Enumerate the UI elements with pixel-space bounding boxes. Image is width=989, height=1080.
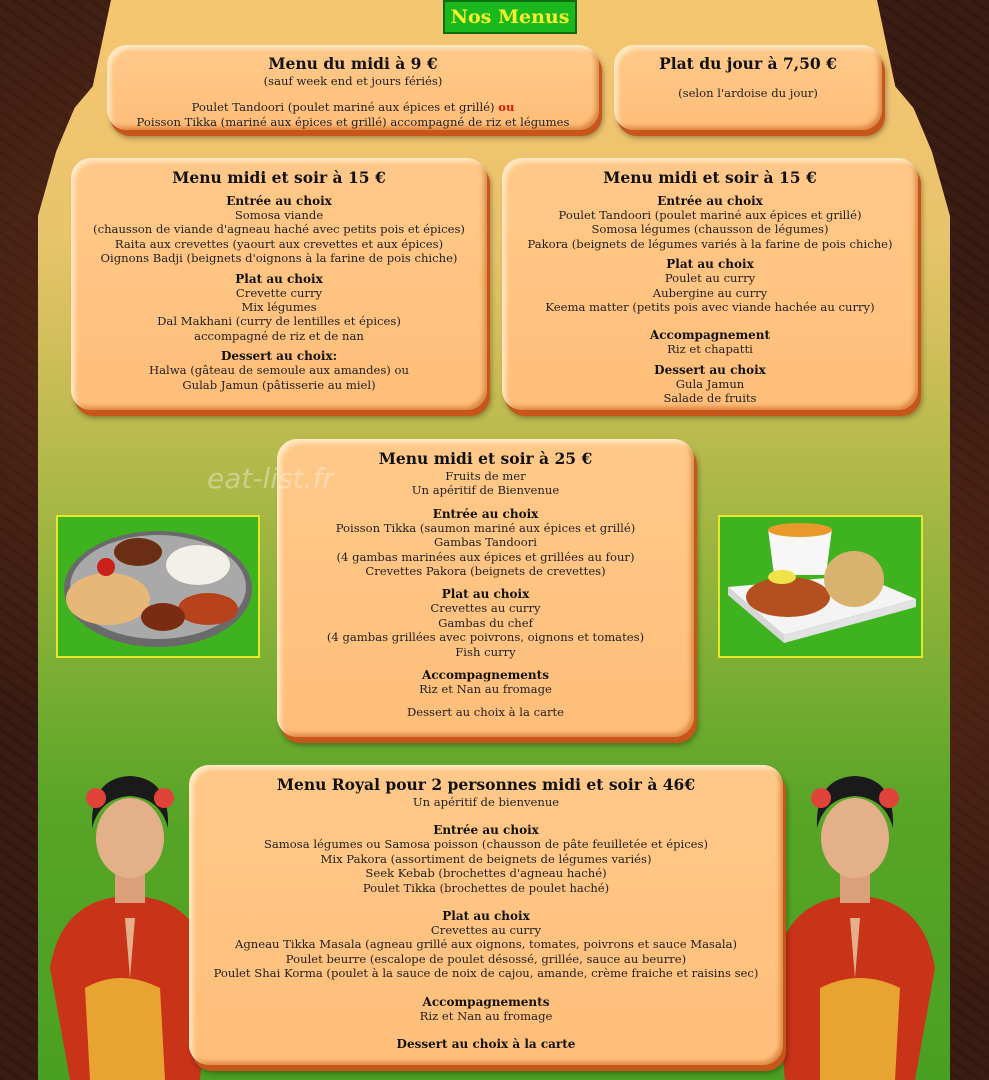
menu25-intro-item: Fruits de mer (445, 469, 526, 483)
royal-plat-item: Poulet beurre (escalope de poulet désossé, grillée, sauce au beurre) (285, 951, 687, 966)
menu15b-acc-title: Accompagnement (649, 328, 771, 343)
royal-acc-item: Riz et Nan au fromage (419, 1008, 553, 1023)
royal-plat-item: Poulet Shai Korma (poulet à la sauce de noix de cajou, amande, crème fraiche et raisins sec) (213, 966, 759, 981)
menu15b-plat-title: Plat au choix (666, 257, 754, 272)
menu15b-acc-item: Riz et chapatti (667, 342, 753, 357)
menu-midi-line1: Poulet Tandoori (poulet mariné aux épices et grillé) (191, 100, 495, 115)
curry-dish-icon (720, 517, 921, 656)
royal-plat-item: Agneau Tikka Masala (agneau grillé aux oignons, tomates, poivrons et sauce Masala) (234, 937, 738, 952)
card-menu-midi (107, 45, 599, 130)
menu15a-plat-item: Dal Makhani (curry de lentilles et épices) (157, 314, 401, 329)
royal-entree-item: Mix Pakora (assortiment de beignets de légumes variés) (320, 851, 652, 866)
card-plat-du-jour (614, 45, 882, 130)
menu15b-dessert-item: Salade de fruits (663, 391, 757, 406)
menu15a-plat-item: accompagné de riz et de nan (194, 328, 364, 343)
dancer-right-illustration (765, 768, 955, 1080)
menu15b-entree-item: Pakora (beignets de légumes variés à la farine de pois chiche) (527, 236, 893, 251)
menu15b-dessert-item: Gula Jamun (675, 376, 745, 391)
royal-heading: Menu Royal pour 2 personnes midi et soir à 46€ (276, 775, 696, 794)
thali-photo (56, 515, 260, 658)
menu25-entree-title: Entrée au choix (432, 506, 539, 521)
menu-midi-line2: Poisson Tikka (mariné aux épices et grillé) accompagné de riz et légumes (136, 114, 570, 129)
menu15b-entree-item: Somosa légumes (chausson de légumes) (591, 222, 829, 237)
menu25-entree-item: (4 gambas marinées aux épices et grillées au four) (336, 549, 635, 564)
royal-plat-title: Plat au choix (442, 909, 530, 924)
menu15a-plat-title: Plat au choix (235, 271, 323, 286)
card-menu-25 (277, 439, 694, 737)
menu15b-plat-item: Keema matter (petits pois avec viande hachée au curry) (545, 300, 875, 315)
menu15a-dessert-item: Gulab Jamun (pâtisserie au miel) (182, 377, 376, 392)
menu-midi-heading: Menu du midi à 9 € (268, 54, 438, 73)
card-menu-15-b (502, 158, 918, 410)
menu25-dessert: Dessert au choix à la carte (406, 705, 565, 720)
menu-midi-or: ou (498, 100, 515, 115)
menu25-plat-item: Gambas du chef (438, 615, 533, 630)
royal-intro: Un apéritif de bienvenue (412, 795, 560, 809)
menu15a-dessert-title: Dessert au choix: (220, 349, 338, 364)
menu15a-heading: Menu midi et soir à 15 € (172, 168, 386, 187)
menu15a-plat-item: Mix légumes (241, 300, 317, 315)
menu15a-entree-item: Raita aux crevettes (yaourt aux crevettes et aux épices) (114, 236, 444, 251)
plat-jour-note: (selon l'ardoise du jour) (678, 86, 818, 100)
menu15a-plat-item: Crevette curry (235, 285, 323, 300)
menu15a-entree-item: Somosa viande (234, 208, 324, 222)
menu25-intro-item: Un apéritif de Bienvenue (411, 483, 560, 498)
menu25-plat-item: Crevettes au curry (430, 601, 541, 616)
royal-entree-title: Entrée au choix (433, 823, 539, 838)
royal-entree-item: Samosa légumes ou Samosa poisson (chausson de pâte feuilletée et épices) (263, 837, 709, 852)
menu15b-plat-item: Poulet au curry (664, 271, 756, 286)
menu25-acc-title: Accompagnements (422, 668, 549, 683)
royal-dessert: Dessert au choix à la carte (396, 1037, 576, 1052)
menu25-plat-title: Plat au choix (441, 587, 530, 602)
royal-plat-item: Crevettes au curry (430, 923, 542, 938)
menu25-plat-item: Fish curry (455, 644, 516, 659)
menu25-entree-item: Poisson Tikka (saumon mariné aux épices et grillé) (335, 520, 636, 535)
royal-entree-item: Poulet Tikka (brochettes de poulet haché) (362, 880, 610, 895)
menu-midi-note: (sauf week end et jours fériés) (263, 74, 443, 88)
watermark: eat-list.fr (207, 462, 334, 495)
card-menu-15-a (71, 158, 487, 410)
menu15b-heading: Menu midi et soir à 15 € (603, 168, 817, 187)
thali-plate-icon (58, 517, 258, 656)
menu25-acc-item: Riz et Nan au fromage (419, 682, 552, 697)
menu25-entree-item: Crevettes Pakora (beignets de crevettes) (365, 564, 606, 579)
menu25-entree-item: Gambas Tandoori (434, 535, 537, 550)
curry-photo (718, 515, 923, 658)
menu25-plat-item: (4 gambas grillées avec poivrons, oignons et tomates) (326, 630, 645, 645)
menu15b-entree-title: Entrée au choix (657, 194, 763, 208)
menu15b-dessert-title: Dessert au choix (654, 362, 766, 377)
card-menu-royal (189, 765, 783, 1065)
menu15a-dessert-item: Halwa (gâteau de semoule aux amandes) ou (149, 363, 409, 378)
page-title: Nos Menus (443, 0, 577, 34)
menu15b-plat-item: Aubergine au curry (652, 285, 768, 300)
menu25-heading: Menu midi et soir à 25 € (378, 449, 593, 468)
menu15a-entree-item: Oignons Badji (beignets d'oignons à la farine de pois chiche) (100, 251, 458, 266)
menu15a-entree-title: Entrée au choix (226, 194, 332, 208)
royal-acc-title: Accompagnements (422, 994, 550, 1009)
menu15a-entree-item: (chausson de viande d'agneau haché avec petits pois et épices) (93, 222, 465, 237)
menu15b-entree-item: Poulet Tandoori (poulet mariné aux épices et grillé) (558, 208, 862, 222)
royal-entree-item: Seek Kebab (brochettes d'agneau haché) (365, 866, 607, 881)
plat-jour-heading: Plat du jour à 7,50 € (659, 54, 837, 73)
